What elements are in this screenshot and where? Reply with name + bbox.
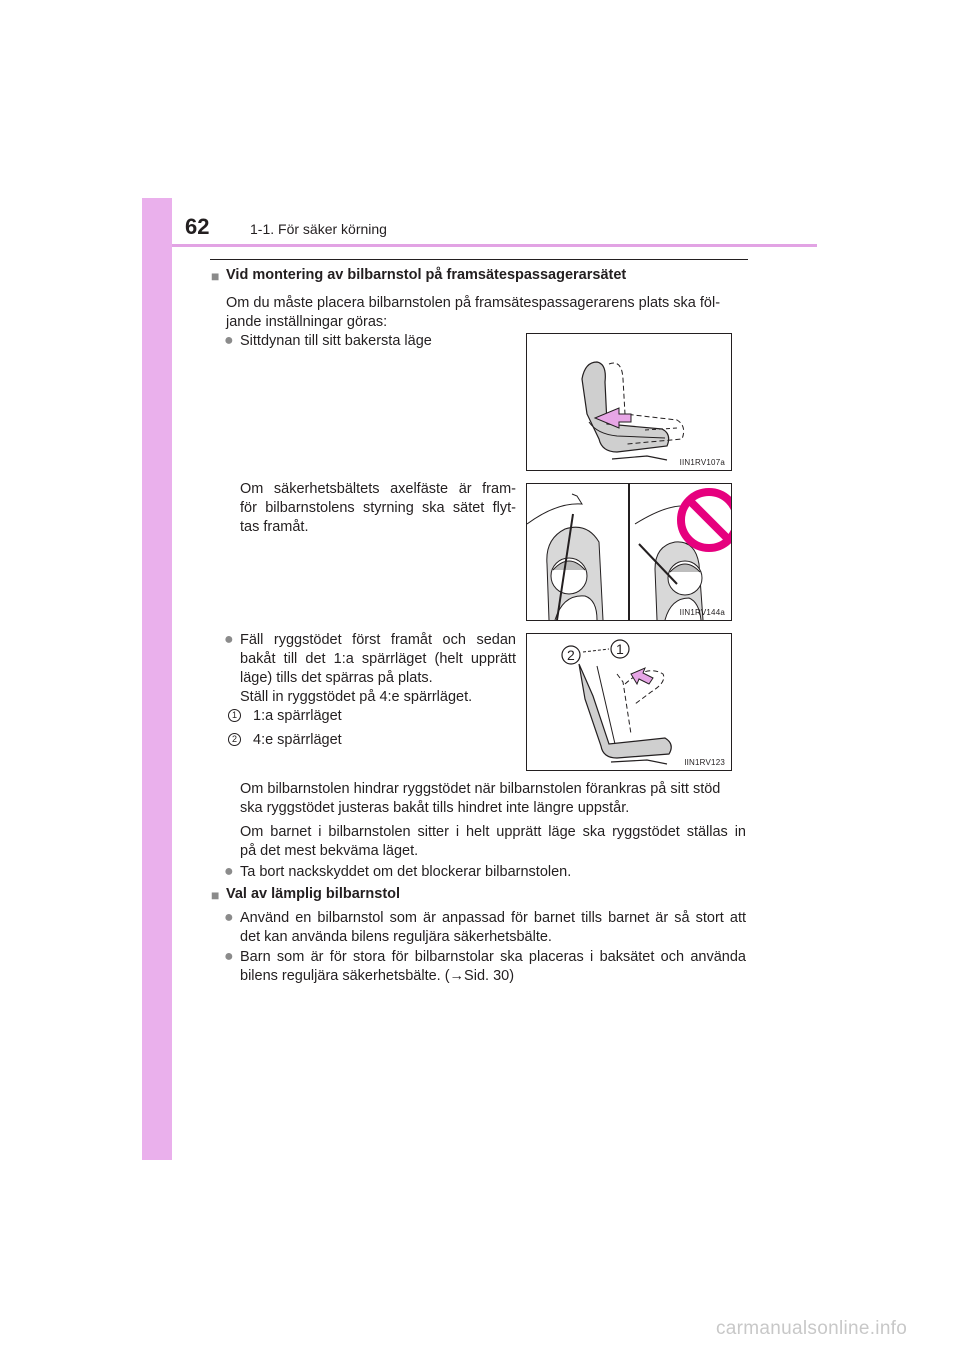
bullet-large-children-line-1: Barn som är för stora för bilbarnstolar ska placeras i baksätet och använda — [240, 949, 746, 965]
para-upright-line-1: Om barnet i bilbarnstolen sitter i helt upprätt läge ska ryggstödet ställas in — [240, 824, 746, 840]
round-bullet-icon: ● — [224, 948, 234, 965]
note-line-3: tas framåt. — [240, 519, 309, 535]
sidebar-tab — [142, 198, 172, 1160]
para-upright-line-2: på det mest bekväma läget. — [240, 843, 419, 859]
section-title: 1-1. För säker körning — [250, 221, 387, 237]
header-rule — [172, 244, 817, 247]
figure-seat-slide — [526, 333, 732, 471]
figure-belt-position — [526, 483, 732, 621]
section-heading: Vid montering av bilbarnstol på framsätespassagerarsätet — [226, 267, 627, 283]
round-bullet-icon: ● — [224, 332, 234, 349]
figure-code: IIN1RV107a — [679, 458, 725, 467]
round-bullet-icon: ● — [224, 909, 234, 926]
para-obstruction-line-1: Om bilbarnstolen hindrar ryggstödet när bilbarnstolen förankras på sitt stöd — [240, 781, 721, 797]
bullet-backrest-line-4: Ställ in ryggstödet på 4:e spärrläget. — [240, 689, 473, 705]
figure-code: IIN1RV123 — [684, 758, 725, 767]
section-heading: Val av lämplig bilbarnstol — [226, 886, 401, 902]
para-obstruction-line-2: ska ryggstödet justeras bakåt tills hindret inte längre uppstår. — [240, 800, 630, 816]
number-1-icon: 1 — [228, 709, 241, 722]
bullet-backrest-line-1: Fäll ryggstödet först framåt och sedan — [240, 632, 516, 648]
bullet-seat-cushion: Sittdynan till sitt bakersta läge — [240, 333, 432, 349]
bullet-appropriate-seat-line-1: Använd en bilbarnstol som är anpassad för barnet tills barnet är så stort att — [240, 910, 746, 926]
note-line-2: för bilbarnstolens styrning ska sätet flyt- — [240, 500, 516, 516]
bullet-backrest-line-3: läge) tills det spärras på plats. — [240, 670, 433, 686]
watermark: carmanualsonline.info — [716, 1318, 908, 1339]
note-line-1: Om säkerhetsbältets axelfäste är fram- — [240, 481, 516, 497]
lock-position-4-label: 4:e spärrläget — [253, 732, 342, 748]
figure-label-1: 1 — [616, 641, 624, 657]
round-bullet-icon: ● — [224, 863, 234, 880]
bullet-headrest: Ta bort nackskyddet om det blockerar bilbarnstolen. — [240, 864, 572, 880]
round-bullet-icon: ● — [224, 631, 234, 648]
intro-line-1: Om du måste placera bilbarnstolen på framsätespassagerarens plats ska föl- — [226, 295, 721, 311]
figure-label-2: 2 — [567, 647, 575, 663]
bullet-backrest-line-2: bakåt till det 1:a spärrläget (helt upprätt — [240, 651, 516, 667]
square-bullet-icon: ■ — [211, 268, 220, 284]
lock-position-1-label: 1:a spärrläget — [253, 708, 342, 724]
figure-backrest-positions — [526, 633, 732, 771]
content-rule — [210, 259, 748, 260]
figure-code: IIN1RV144a — [679, 608, 725, 617]
bullet-appropriate-seat-line-2: det kan använda bilens reguljära säkerhetsbälte. — [240, 929, 552, 945]
bullet-large-children-line-2: bilens reguljära säkerhetsbälte. (→Sid. 30) — [240, 968, 515, 984]
square-bullet-icon: ■ — [211, 887, 220, 903]
page-number: 62 — [185, 214, 210, 239]
intro-line-2: jande inställningar göras: — [226, 314, 388, 330]
number-2-icon: 2 — [228, 733, 241, 746]
